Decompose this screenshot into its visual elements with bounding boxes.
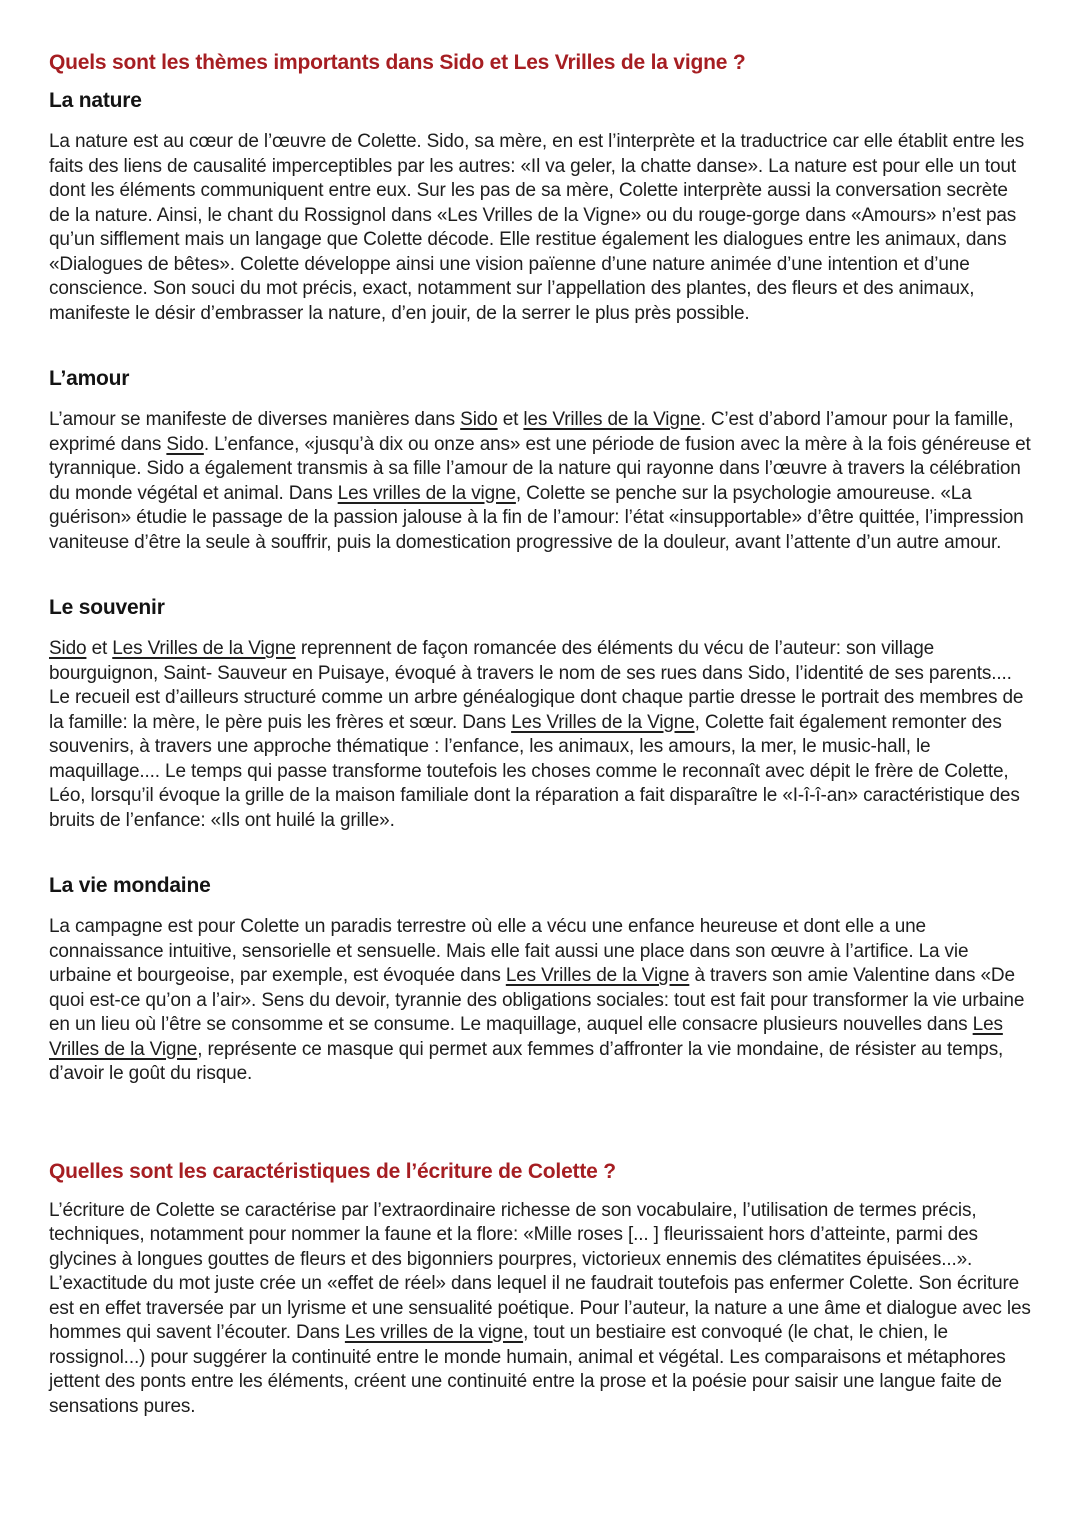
text-run: L’amour se manifeste de diverses manières dans [49, 409, 461, 430]
text-run: à travers son amie Valentine dans «De quoi est-ce qu’on a l’air». Sens du devoir, tyrannie des obligations sociales: tout est fait pour transformer la vie urbaine en un lieu où l’être se consomme et se consume. Le maquillage, auquel elle consacre plusieurs nouvelles dans [49, 965, 1025, 1035]
text-run: , représente ce masque qui permet aux femmes d’affronter la vie mondaine, de résister au temps, d’avoir le goût du risque. [49, 1038, 1004, 1084]
book-title-underlined: Les vrilles de la vigne [344, 1322, 524, 1343]
paragraph-l-amour [49, 408, 1031, 555]
text-run: et [497, 409, 524, 430]
paragraph-la-nature [49, 130, 1031, 326]
text-run: . C’est d’abord l’amour pour la famille, exprimé dans [49, 409, 1014, 455]
paragraph-la-vie-mondaine [49, 915, 1031, 1087]
paragraph-ecriture [49, 1199, 1031, 1420]
topic-heading-l-amour: L’amour [49, 367, 130, 390]
question-heading-themes: Quels sont les thèmes importants dans Sido et Les Vrilles de la vigne ? [49, 51, 746, 74]
topic-heading-la-vie-mondaine: La vie mondaine [49, 874, 211, 897]
book-title-underlined: Les vrilles de la vigne [337, 482, 516, 504]
topic-heading-la-nature: La nature [49, 89, 142, 112]
text-run: L’écriture de Colette se caractérise par l’extraordinaire richesse de son vocabulaire, l’utilisation de termes précis, techniques, notamment pour nommer la faune et la flore: «Mille roses [... ] fleurissaient hors d’atteinte, parmi des glycines à longues gouttes de fleurs et des bigonniers pourpres, victorieux ennemis des clématites épuisées...». L’exactitude du mot juste crée un «effet de réel» dans lequel il ne faudrait toutefois pas enfermer Colette. Son écriture est en effet traversée par un lyrisme et une sensualité poétique. Pour l’auteur, la nature a une âme et dialogue avec les hommes qui savent l’écouter. Dans [49, 1199, 1031, 1343]
text-run: La nature est au cœur de l’œuvre de Colette. Sido, sa mère, en est l’interprète et la traductrice car elle établit entre les faits des liens de causalité imperceptibles par les autres: «Il va geler, la chatte danse». La nature est pour elle un tout dont les éléments communiquent entre eux. Sur les pas de sa mère, Colette interprète aussi la conversation secrète de la nature. Ainsi, le chant du Rossignol dans «Les Vrilles de la Vigne» ou du rouge-gorge dans «Amours» n’est pas qu’un sifflement mais un langage que Colette décode. Elle restitue également les dialogues entre les animaux, dans «Dialogues de bêtes». Colette développe ainsi une vision païenne d’une nature animée d’une intention et d’une conscience. Son souci du mot précis, exact, notamment sur l’appellation des plantes, des fleurs et des animaux, manifeste le désir d’embrasser la nature, d’en jouir, de la serrer le plus près possible. [49, 131, 1025, 324]
topic-heading-le-souvenir: Le souvenir [49, 596, 165, 619]
question-heading-ecriture: Quelles sont les caractéristiques de l’écriture de Colette ? [49, 1159, 616, 1183]
book-title-underlined: Sido [460, 409, 498, 430]
book-title-underlined: Sido [49, 638, 87, 659]
book-title-underlined: Les Vrilles de la Vigne [505, 965, 690, 986]
text-run: , Colette fait également remonter des souvenirs, à travers une approche thématique : l’enfance, les animaux, les amours, la mer, le music-hall, le maquillage.... Le temps qui passe transforme toutefois les choses comme le reconnaît avec dépit le frère de Colette, Léo, lorsqu’il évoque la grille de la maison familiale dont la réparation a fait disparaître le «I-î-î-an» caractéristique des bruits de l’enfance: «Ils ont huilé la grille». [49, 711, 1020, 831]
book-title-underlined: les Vrilles de la Vigne [523, 409, 701, 430]
section-la-nature [49, 88, 1031, 326]
text-run: , Colette se penche sur la psychologie amoureuse. «La guérison» étudie le passage de la passion jalouse à la fin de l’amour: l’état «insupportable» d’être quittée, l’impression vaniteuse d’être la seule à souffrir, puis la domestication progressive de la douleur, avant l’attente d’un autre amour. [49, 482, 1024, 553]
book-title-underlined: Les Vrilles de la Vigne [511, 711, 695, 733]
paragraph-le-souvenir [49, 637, 1031, 833]
section-l-amour [49, 366, 1031, 555]
book-title-underlined: Les Vrilles de la Vigne [49, 1014, 1003, 1060]
section-la-vie-mondaine [49, 873, 1031, 1087]
book-title-underlined: Sido [166, 433, 204, 455]
text-run: reprennent de façon romancée des éléments du vécu de l’auteur: son village bourguignon, Saint- Sauveur en Puisaye, évoqué à travers le nom de ses rues dans Sido, l’identité de ses parents.... Le recueil est d’ailleurs structuré comme un arbre généalogique dont chaque partie dresse le portrait des membres de la famille: la mère, le père puis les frères et sœur. Dans [49, 638, 1024, 733]
text-run: La campagne est pour Colette un paradis terrestre où elle a vécu une enfance heureuse et dont elle a une connaissance intuitive, sensorielle et sensuelle. Mais elle fait aussi une place dans son œuvre à l’artifice. La vie urbaine et bourgeoise, par exemple, est évoquée dans [49, 916, 969, 986]
text-run: . L’enfance, «jusqu’à dix ou onze ans» est une période de fusion avec la mère à la fois généreuse et tyrannique. Sido a également transmis à sa fille l’amour de la nature qui rayonne dans l’œuvre à travers la célébration du monde végétal et animal. Dans [49, 433, 1031, 504]
text-run: , tout un bestiaire est convoqué (le chat, le chien, le rossignol...) pour suggérer la continuité entre le monde humain, animal et végétal. Les comparaisons et métaphores jettent des ponts entre les éléments, créent une continuité entre la prose et la poésie pour saisir une langue faite de sensations pures. [49, 1322, 1006, 1417]
section-le-souvenir [49, 595, 1031, 833]
book-title-underlined: Les Vrilles de la Vigne [112, 638, 296, 659]
text-run: et [86, 638, 113, 659]
